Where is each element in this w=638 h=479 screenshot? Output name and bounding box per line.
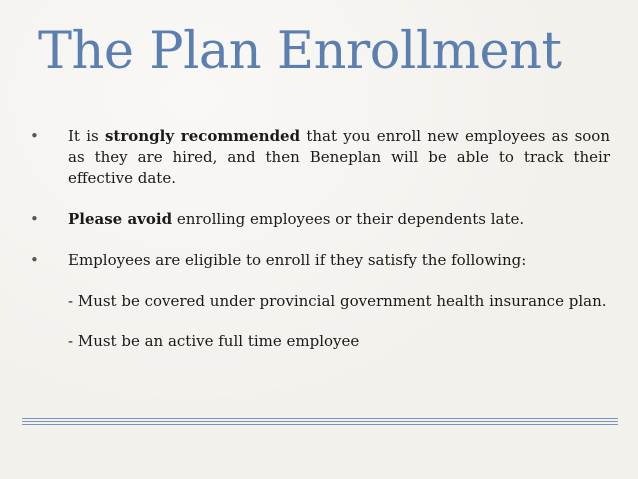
bullet-text-pre: It is: [68, 127, 105, 145]
divider-line: [22, 424, 618, 425]
requirement-line: - Must be covered under provincial government health insurance plan.: [68, 292, 607, 310]
slide-title: The Plan Enrollment: [38, 22, 562, 81]
bullet-text-post: enrolling employees or their dependents late.: [172, 210, 525, 228]
divider-line: [22, 418, 618, 419]
requirement-line: - Must be an active full time employee: [68, 332, 360, 350]
bullet-text-bold: strongly recommended: [104, 127, 301, 145]
bullet-item: • Please avoid enrolling employees or their dependents late.: [30, 210, 525, 228]
divider-line: [22, 421, 618, 422]
bullet-item: • It is strongly recommended that you enroll new employees as soon as they are hired, and then Beneplan will be able to track their effective date.: [30, 127, 611, 187]
bullet-text-post: that you enroll new employees as soon as they are hired, and then Beneplan will be able to track their effective date.: [68, 127, 611, 187]
bullet-text-bold: Please avoid: [68, 210, 173, 228]
bullet-text: Employees are eligible to enroll if they satisfy the following:: [68, 251, 527, 269]
slide-body: [28, 126, 610, 352]
bullet-item: • Employees are eligible to enroll if they satisfy the following:: [30, 251, 527, 269]
